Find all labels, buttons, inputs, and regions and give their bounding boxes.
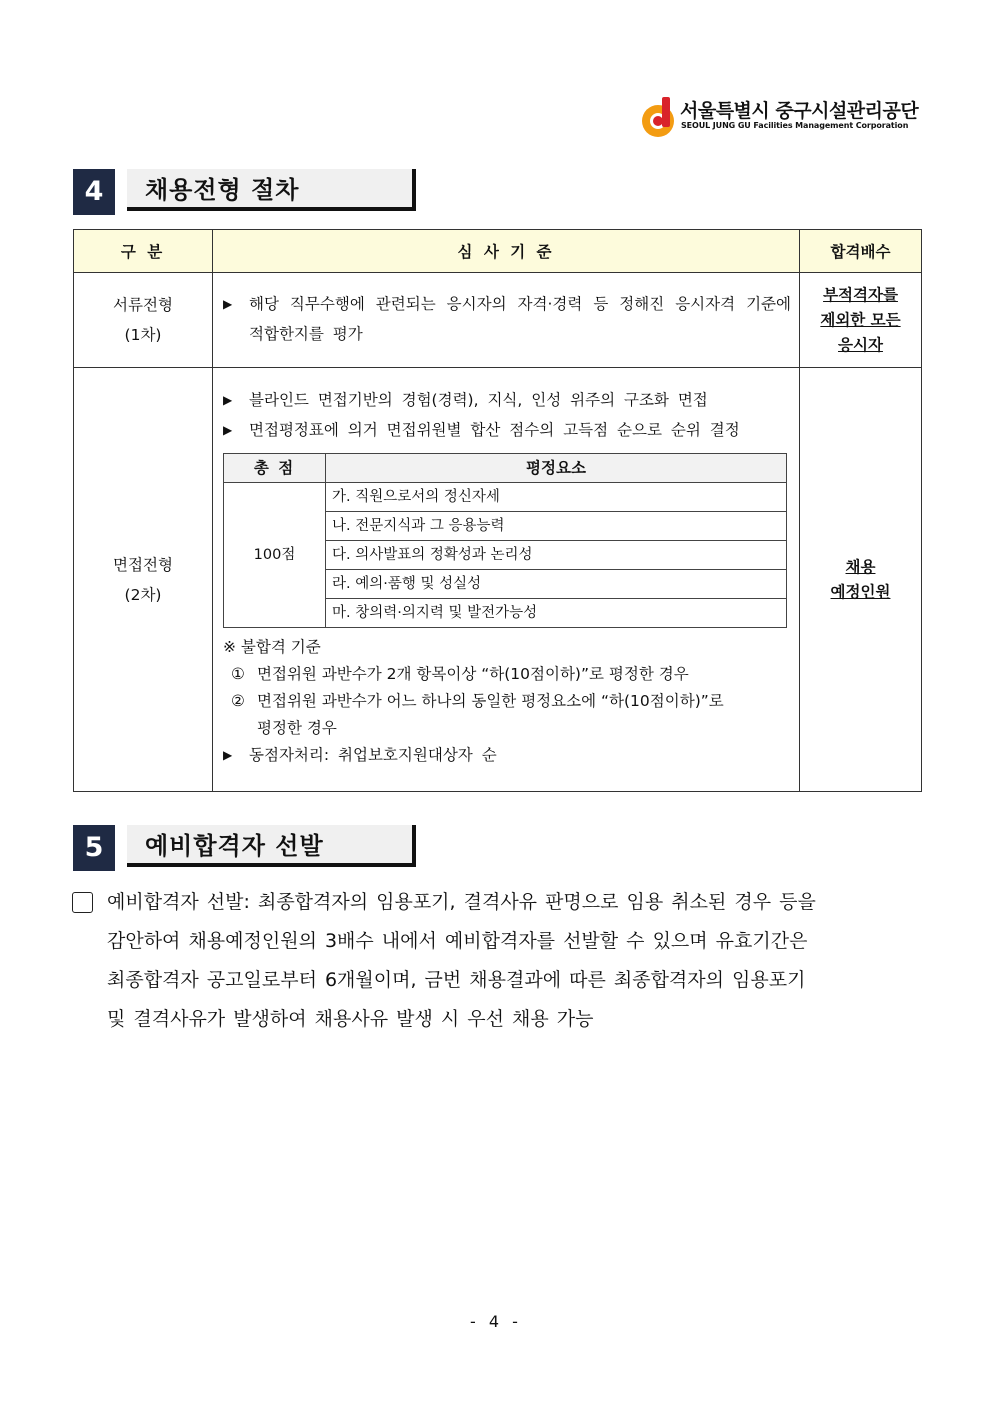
header-criteria: 심 사 기 준 bbox=[213, 230, 800, 273]
paragraph-line: 예비합격자 선발: 최종합격자의 임용포기, 결격사유 판명으로 임용 취소된 경우 등을 bbox=[107, 891, 816, 913]
evaluation-factor: 라. 예의·품행 및 성실성 bbox=[326, 570, 787, 599]
page-number: - 4 - bbox=[470, 1312, 522, 1331]
scoring-row bbox=[224, 483, 787, 512]
criteria-cell bbox=[213, 273, 800, 368]
tie-rule-text: 동점자처리: 취업보호지원대상자 순 bbox=[249, 746, 497, 764]
org-logo-icon bbox=[640, 95, 676, 139]
stage-cell bbox=[74, 368, 213, 792]
header-pass-ratio: 합격배수 bbox=[800, 230, 922, 273]
stage-cell bbox=[74, 273, 213, 368]
pass-line: 예정인원 bbox=[830, 582, 891, 601]
stage-sub: (1차) bbox=[124, 326, 162, 344]
stage-sub: (2차) bbox=[124, 585, 162, 604]
evaluation-factor: 다. 의사발표의 정확성과 논리성 bbox=[326, 541, 787, 570]
paragraph-line: 및 결격사유가 발생하여 채용사유 발생 시 우선 채용 가능 bbox=[107, 1008, 594, 1030]
circled-number: ① bbox=[231, 665, 245, 683]
bullet-text: 해당 직무수행에 관련되는 응시자의 자격·경력 등 정해진 응시자격 기준에 적합한지를 평가 bbox=[249, 295, 791, 343]
criteria-cell bbox=[213, 368, 800, 792]
bullet-item bbox=[223, 289, 791, 349]
fail-criteria-item bbox=[223, 661, 791, 688]
pass-line: 채용 bbox=[845, 557, 876, 576]
header-total-score: 총 점 bbox=[224, 454, 326, 483]
header-category: 구 분 bbox=[74, 230, 213, 273]
total-score-value: 100점 bbox=[224, 483, 326, 628]
pass-line: 제외한 모든 bbox=[820, 310, 901, 329]
scoring-table bbox=[223, 453, 787, 628]
pass-ratio-cell bbox=[800, 368, 922, 792]
table-header-row bbox=[74, 230, 922, 273]
recruitment-process-table bbox=[73, 229, 922, 792]
org-name-english: SEOUL JUNG GU Facilities Management Corporation bbox=[681, 121, 909, 130]
bullet-item bbox=[223, 385, 791, 415]
pass-line: 부적격자를 bbox=[823, 285, 898, 304]
section-5-number: 5 bbox=[73, 825, 115, 871]
stage-name: 면접전형 bbox=[113, 555, 173, 574]
section-5-paragraph bbox=[72, 883, 920, 1039]
fail-criteria-continuation: 평정한 경우 bbox=[257, 719, 337, 737]
circled-number: ② bbox=[231, 692, 245, 710]
paragraph-line: 감안하여 채용예정인원의 3배수 내에서 예비합격자를 선발할 수 있으며 유효기간은 bbox=[107, 930, 808, 952]
table-row-document-screening bbox=[74, 273, 922, 368]
bullet-triangle-icon: ▶ bbox=[223, 423, 233, 437]
scoring-header-row bbox=[224, 454, 787, 483]
section-5-title: 예비합격자 선발 bbox=[127, 825, 416, 867]
org-logo bbox=[640, 93, 930, 139]
evaluation-factor: 마. 창의력·의지력 및 발전가능성 bbox=[326, 599, 787, 628]
org-name-korean: 서울특별시 중구시설관리공단 bbox=[680, 100, 919, 122]
bullet-item bbox=[223, 415, 791, 445]
paragraph-first-line bbox=[72, 883, 920, 922]
pass-line: 응시자 bbox=[838, 335, 883, 354]
bullet-triangle-icon: ▶ bbox=[223, 393, 233, 407]
fail-criteria-text: 면접위원 과반수가 어느 하나의 동일한 평정요소에 “하(10점이하)”로 bbox=[257, 692, 724, 710]
fail-criteria-item bbox=[223, 688, 791, 715]
pass-ratio-cell bbox=[800, 273, 922, 368]
bullet-triangle-icon: ▶ bbox=[223, 748, 233, 762]
section-4-number: 4 bbox=[73, 169, 115, 215]
checkbox-icon bbox=[72, 892, 93, 913]
paragraph-line: 최종합격자 공고일로부터 6개월이며, 금번 채용결과에 따른 최종합격자의 임용포기 bbox=[107, 969, 806, 991]
bullet-text: 면접평정표에 의거 면접위원별 합산 점수의 고득점 순으로 순위 결정 bbox=[249, 421, 740, 439]
bullet-triangle-icon: ▶ bbox=[223, 297, 233, 311]
fail-criteria-text: 면접위원 과반수가 2개 항목이상 “하(10점이하)”로 평정한 경우 bbox=[257, 665, 689, 683]
evaluation-factor: 가. 직원으로서의 정신자세 bbox=[326, 483, 787, 512]
section-4-title: 채용전형 절차 bbox=[127, 169, 416, 211]
header-evaluation-factors: 평정요소 bbox=[326, 454, 787, 483]
bullet-text: 블라인드 면접기반의 경험(경력), 지식, 인성 위주의 구조화 면접 bbox=[249, 391, 708, 409]
fail-criteria-title: ※ 불합격 기준 bbox=[223, 638, 321, 656]
stage-name: 서류전형 bbox=[113, 296, 173, 314]
bullet-item bbox=[223, 742, 791, 769]
table-row-interview bbox=[74, 368, 922, 792]
evaluation-factor: 나. 전문지식과 그 응용능력 bbox=[326, 512, 787, 541]
